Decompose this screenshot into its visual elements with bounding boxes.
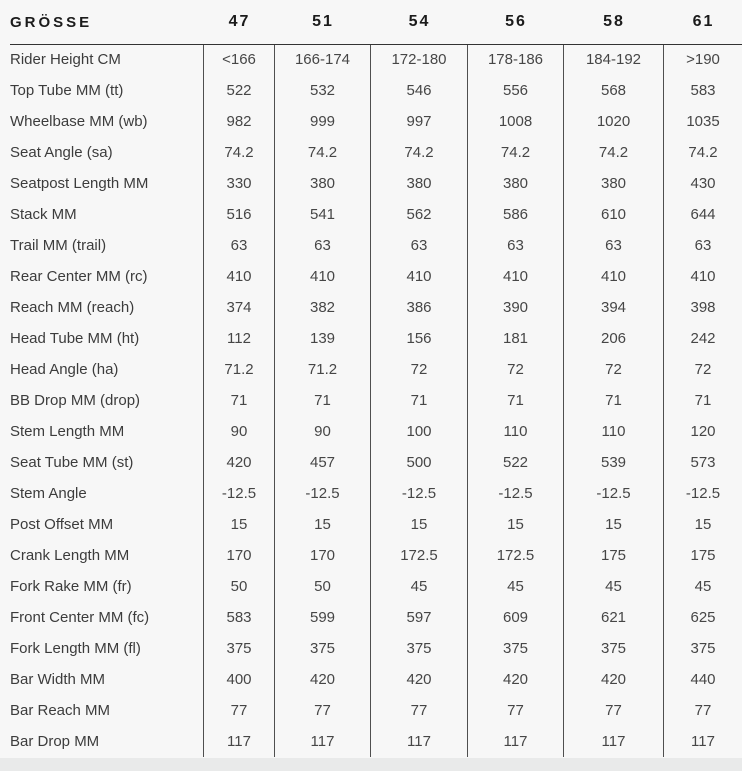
cell-value: 410 xyxy=(274,261,370,292)
row-label: Fork Rake MM (fr) xyxy=(10,578,132,595)
size-header-label: GRÖSSE xyxy=(10,13,93,31)
cell-value: 117 xyxy=(203,726,274,757)
row-label: Wheelbase MM (wb) xyxy=(10,113,148,130)
cell-value: 374 xyxy=(203,292,274,323)
table-row xyxy=(0,75,742,106)
row-label: Bar Reach MM xyxy=(10,702,111,719)
table-row xyxy=(0,602,742,633)
cell-value: 586 xyxy=(467,199,563,230)
cell-value: 420 xyxy=(467,664,563,695)
cell-value: 74.2 xyxy=(563,137,663,168)
cell-value: 15 xyxy=(370,509,467,540)
cell-value: 394 xyxy=(563,292,663,323)
cell-value: 1035 xyxy=(663,106,742,137)
cell-value: 63 xyxy=(203,230,274,261)
cell-value: 420 xyxy=(274,664,370,695)
cell-value: 457 xyxy=(274,447,370,478)
cell-value: 178-186 xyxy=(467,44,563,75)
cell-value: 71 xyxy=(563,385,663,416)
cell-value: 71 xyxy=(274,385,370,416)
cell-value: 170 xyxy=(274,540,370,571)
cell-value: 420 xyxy=(203,447,274,478)
cell-value: 380 xyxy=(563,168,663,199)
cell-value: 597 xyxy=(370,602,467,633)
table-row xyxy=(0,633,742,664)
cell-value: 45 xyxy=(370,571,467,602)
table-row xyxy=(0,416,742,447)
cell-value: 380 xyxy=(274,168,370,199)
cell-value: 568 xyxy=(563,75,663,106)
cell-value: 63 xyxy=(663,230,742,261)
cell-value: 398 xyxy=(663,292,742,323)
size-column-header: 61 xyxy=(692,13,715,30)
table-row xyxy=(0,354,742,385)
cell-value: 375 xyxy=(370,633,467,664)
cell-value: 45 xyxy=(467,571,563,602)
cell-value: 546 xyxy=(370,75,467,106)
cell-value: 410 xyxy=(563,261,663,292)
row-label: Rider Height CM xyxy=(10,51,121,68)
cell-value: 77 xyxy=(467,695,563,726)
size-column-header: 58 xyxy=(603,13,625,30)
cell-value: 583 xyxy=(663,75,742,106)
row-label: BB Drop MM (drop) xyxy=(10,392,141,409)
cell-value: 410 xyxy=(467,261,563,292)
cell-value: 184-192 xyxy=(563,44,663,75)
cell-value: 410 xyxy=(663,261,742,292)
table-row xyxy=(0,664,742,695)
cell-value: 440 xyxy=(663,664,742,695)
table-row xyxy=(0,323,742,354)
cell-value: 430 xyxy=(663,168,742,199)
cell-value: 77 xyxy=(663,695,742,726)
row-label: Trail MM (trail) xyxy=(10,237,107,254)
cell-value: 156 xyxy=(370,323,467,354)
cell-value: -12.5 xyxy=(370,478,467,509)
row-label: Seatpost Length MM xyxy=(10,175,149,192)
cell-value: 63 xyxy=(370,230,467,261)
size-column-header: 54 xyxy=(408,13,431,30)
cell-value: 181 xyxy=(467,323,563,354)
cell-value: 71.2 xyxy=(203,354,274,385)
cell-value: 532 xyxy=(274,75,370,106)
cell-value: 375 xyxy=(467,633,563,664)
cell-value: 74.2 xyxy=(467,137,563,168)
cell-value: 375 xyxy=(203,633,274,664)
cell-value: 172.5 xyxy=(370,540,467,571)
cell-value: 625 xyxy=(663,602,742,633)
cell-value: -12.5 xyxy=(663,478,742,509)
table-row xyxy=(0,385,742,416)
table-row xyxy=(0,571,742,602)
row-label: Seat Angle (sa) xyxy=(10,144,113,161)
cell-value: 170 xyxy=(203,540,274,571)
row-label: Post Offset MM xyxy=(10,516,114,533)
cell-value: 74.2 xyxy=(663,137,742,168)
cell-value: 610 xyxy=(563,199,663,230)
table-row xyxy=(0,726,742,757)
row-label: Bar Width MM xyxy=(10,671,106,688)
cell-value: 375 xyxy=(663,633,742,664)
cell-value: 541 xyxy=(274,199,370,230)
cell-value: 516 xyxy=(203,199,274,230)
cell-value: >190 xyxy=(663,44,742,75)
bottom-strip xyxy=(0,758,742,771)
table-row xyxy=(0,106,742,137)
cell-value: 72 xyxy=(563,354,663,385)
row-label: Head Angle (ha) xyxy=(10,361,119,378)
cell-value: 539 xyxy=(563,447,663,478)
cell-value: -12.5 xyxy=(467,478,563,509)
cell-value: 15 xyxy=(203,509,274,540)
cell-value: 90 xyxy=(203,416,274,447)
table-body xyxy=(0,44,742,757)
row-label: Front Center MM (fc) xyxy=(10,609,150,626)
cell-value: 375 xyxy=(274,633,370,664)
header-divider xyxy=(10,44,742,45)
cell-value: 242 xyxy=(663,323,742,354)
cell-value: 71 xyxy=(203,385,274,416)
cell-value: 77 xyxy=(274,695,370,726)
cell-value: 74.2 xyxy=(203,137,274,168)
cell-value: 380 xyxy=(370,168,467,199)
cell-value: 562 xyxy=(370,199,467,230)
cell-value: 74.2 xyxy=(274,137,370,168)
cell-value: 50 xyxy=(203,571,274,602)
table-row xyxy=(0,540,742,571)
cell-value: 380 xyxy=(467,168,563,199)
cell-value: 71 xyxy=(467,385,563,416)
cell-value: 15 xyxy=(663,509,742,540)
cell-value: 609 xyxy=(467,602,563,633)
row-label: Reach MM (reach) xyxy=(10,299,135,316)
row-label: Fork Length MM (fl) xyxy=(10,640,141,657)
cell-value: 621 xyxy=(563,602,663,633)
cell-value: 573 xyxy=(663,447,742,478)
cell-value: -12.5 xyxy=(203,478,274,509)
cell-value: 410 xyxy=(203,261,274,292)
cell-value: 77 xyxy=(370,695,467,726)
cell-value: 77 xyxy=(203,695,274,726)
cell-value: 166-174 xyxy=(274,44,370,75)
size-column-header: 51 xyxy=(312,13,334,30)
table-row xyxy=(0,230,742,261)
table-row xyxy=(0,137,742,168)
cell-value: 997 xyxy=(370,106,467,137)
cell-value: 556 xyxy=(467,75,563,106)
table-header-row xyxy=(0,0,742,44)
table-row xyxy=(0,447,742,478)
cell-value: 112 xyxy=(203,323,274,354)
cell-value: 375 xyxy=(563,633,663,664)
cell-value: 1008 xyxy=(467,106,563,137)
cell-value: 74.2 xyxy=(370,137,467,168)
cell-value: 72 xyxy=(370,354,467,385)
size-column-header: 47 xyxy=(228,13,251,30)
table-row xyxy=(0,199,742,230)
cell-value: 999 xyxy=(274,106,370,137)
cell-value: 117 xyxy=(274,726,370,757)
cell-value: 644 xyxy=(663,199,742,230)
cell-value: 63 xyxy=(467,230,563,261)
cell-value: 386 xyxy=(370,292,467,323)
table-row xyxy=(0,478,742,509)
cell-value: 71 xyxy=(370,385,467,416)
table-row xyxy=(0,168,742,199)
cell-value: 90 xyxy=(274,416,370,447)
cell-value: 982 xyxy=(203,106,274,137)
cell-value: 77 xyxy=(563,695,663,726)
cell-value: 120 xyxy=(663,416,742,447)
cell-value: 110 xyxy=(467,416,563,447)
table-row xyxy=(0,695,742,726)
cell-value: 400 xyxy=(203,664,274,695)
cell-value: 110 xyxy=(563,416,663,447)
cell-value: 15 xyxy=(274,509,370,540)
cell-value: 522 xyxy=(203,75,274,106)
cell-value: 45 xyxy=(563,571,663,602)
row-label: Head Tube MM (ht) xyxy=(10,330,140,347)
row-label: Top Tube MM (tt) xyxy=(10,82,124,99)
row-label: Stack MM xyxy=(10,206,77,223)
table-row xyxy=(0,261,742,292)
cell-value: 117 xyxy=(370,726,467,757)
table-row xyxy=(0,509,742,540)
table-row xyxy=(0,292,742,323)
cell-value: 15 xyxy=(467,509,563,540)
cell-value: 15 xyxy=(563,509,663,540)
cell-value: 206 xyxy=(563,323,663,354)
cell-value: 117 xyxy=(563,726,663,757)
cell-value: 420 xyxy=(370,664,467,695)
cell-value: 175 xyxy=(663,540,742,571)
row-label: Rear Center MM (rc) xyxy=(10,268,148,285)
cell-value: 1020 xyxy=(563,106,663,137)
cell-value: 71 xyxy=(663,385,742,416)
row-label: Bar Drop MM xyxy=(10,733,100,750)
cell-value: -12.5 xyxy=(274,478,370,509)
cell-value: 63 xyxy=(563,230,663,261)
cell-value: 50 xyxy=(274,571,370,602)
cell-value: 45 xyxy=(663,571,742,602)
cell-value: 522 xyxy=(467,447,563,478)
cell-value: 72 xyxy=(467,354,563,385)
cell-value: 172-180 xyxy=(370,44,467,75)
cell-value: 500 xyxy=(370,447,467,478)
cell-value: 63 xyxy=(274,230,370,261)
cell-value: <166 xyxy=(203,44,274,75)
size-column-header: 56 xyxy=(505,13,527,30)
row-label: Stem Angle xyxy=(10,485,87,502)
row-label: Stem Length MM xyxy=(10,423,125,440)
row-label: Crank Length MM xyxy=(10,547,130,564)
cell-value: 599 xyxy=(274,602,370,633)
cell-value: 117 xyxy=(467,726,563,757)
cell-value: 117 xyxy=(663,726,742,757)
cell-value: 420 xyxy=(563,664,663,695)
cell-value: 382 xyxy=(274,292,370,323)
cell-value: 139 xyxy=(274,323,370,354)
cell-value: 583 xyxy=(203,602,274,633)
table-row xyxy=(0,44,742,75)
row-label: Seat Tube MM (st) xyxy=(10,454,134,471)
cell-value: 175 xyxy=(563,540,663,571)
cell-value: -12.5 xyxy=(563,478,663,509)
cell-value: 172.5 xyxy=(467,540,563,571)
cell-value: 410 xyxy=(370,261,467,292)
cell-value: 330 xyxy=(203,168,274,199)
cell-value: 390 xyxy=(467,292,563,323)
cell-value: 72 xyxy=(663,354,742,385)
cell-value: 71.2 xyxy=(274,354,370,385)
cell-value: 100 xyxy=(370,416,467,447)
